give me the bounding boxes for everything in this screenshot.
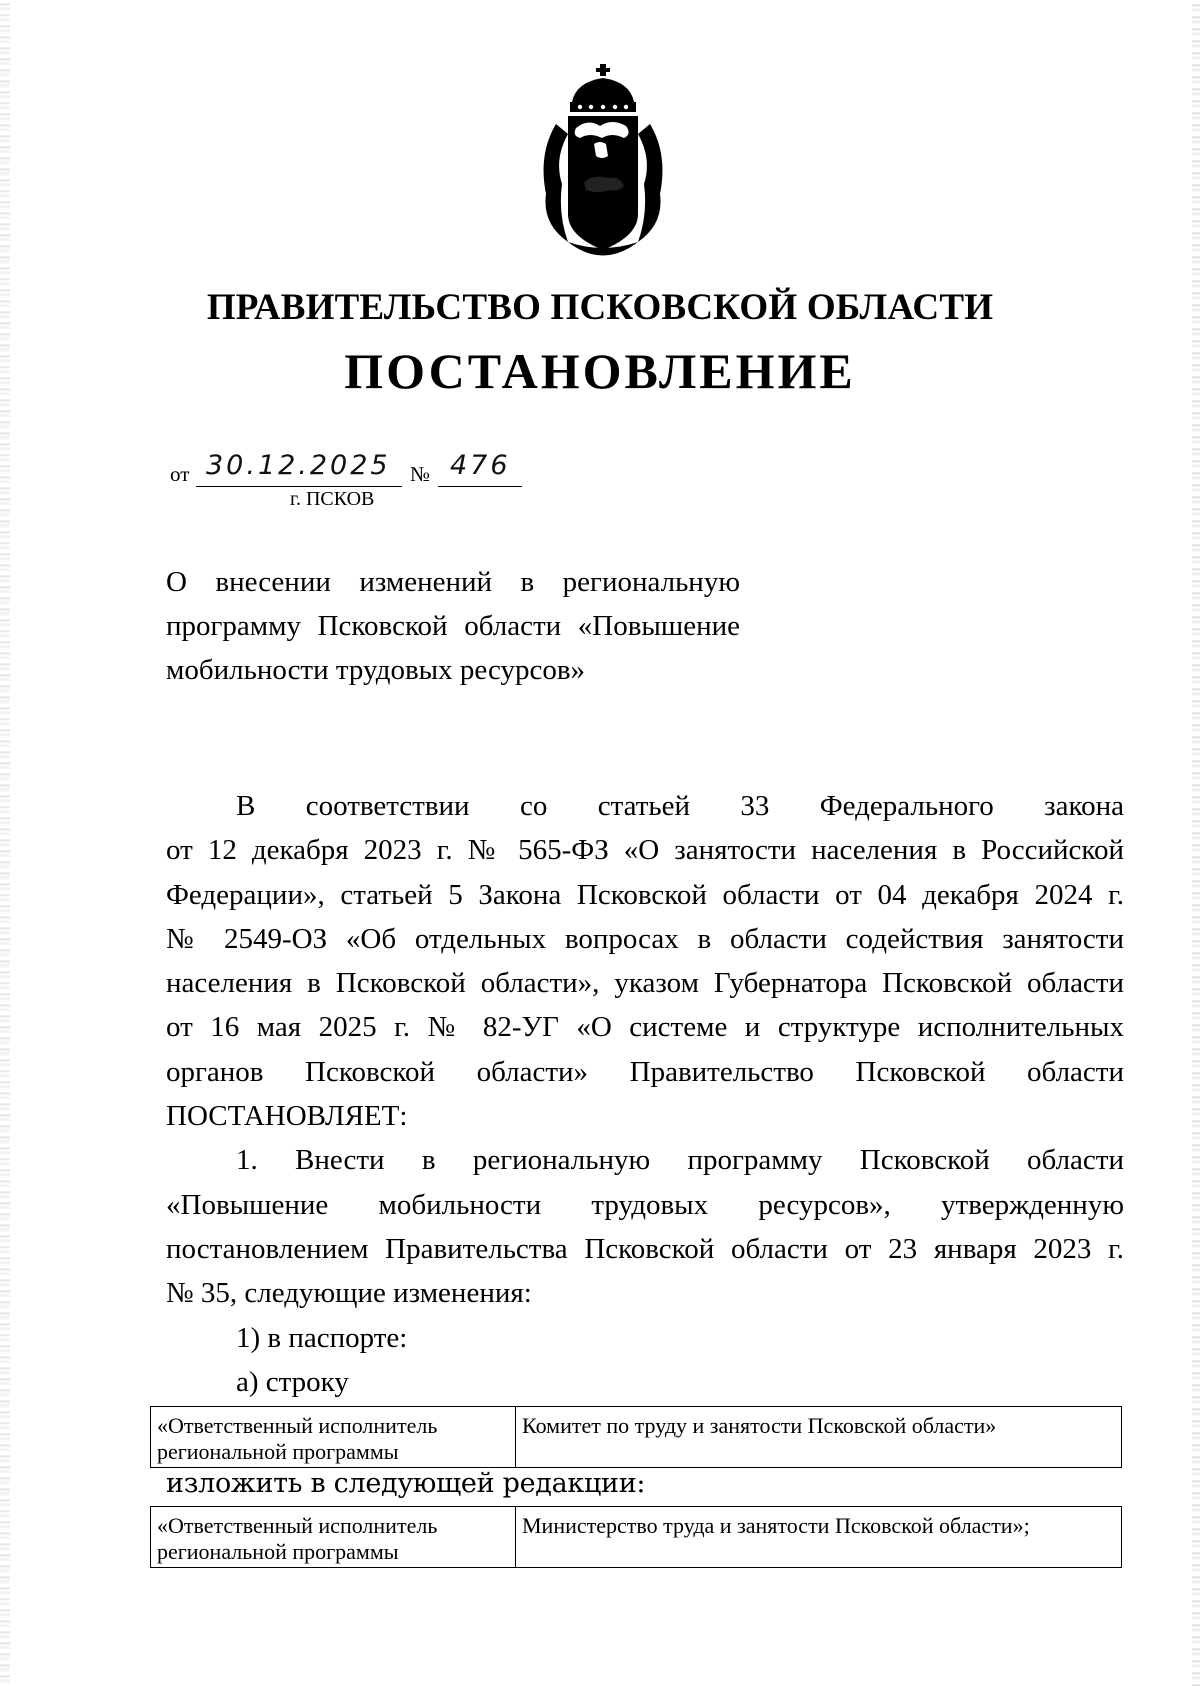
body-line: 1. Внести в региональную программу Псковской области: [236, 1144, 1124, 1177]
body-line: населения в Псковской области», указом Губернатора Псковской области: [166, 967, 1124, 1000]
body-line: от 16 мая 2025 г. № 82-УГ «О системе и структуре исполнительных: [166, 1011, 1124, 1044]
handwritten-date: 30.12.2025: [206, 450, 391, 481]
city-name: г. ПСКОВ: [290, 488, 375, 510]
table-cell-value: Министерство труда и занятости Псковской области»;: [516, 1507, 1122, 1568]
table-row: [151, 1507, 1122, 1568]
subject-line: программу Псковской области «Повышение: [166, 610, 740, 642]
passport-table-old: [158, 1406, 1122, 1468]
subject-line: мобильности трудовых ресурсов»: [166, 654, 586, 686]
table-cell-value: Комитет по труду и занятости Псковской области»: [516, 1407, 1122, 1468]
body-line: ПОСТАНОВЛЯЕТ:: [166, 1100, 408, 1133]
body-line: от 12 декабря 2023 г. № 565-ФЗ «О занятости населения в Российской: [166, 834, 1124, 867]
body-line: а) строку: [236, 1365, 349, 1398]
body-line: 1) в паспорте:: [236, 1321, 408, 1354]
date-underline: [196, 486, 402, 487]
subject-line: О внесении изменений в региональную: [166, 566, 740, 598]
replace-instruction: изложить в следующей редакции:: [166, 1468, 646, 1499]
table-cell-label: «Ответственный исполнитель региональной программы: [151, 1407, 516, 1468]
number-prefix: №: [410, 462, 431, 486]
table-cell-label: «Ответственный исполнитель региональной программы: [151, 1507, 516, 1568]
coat-of-arms-emblem: [528, 64, 678, 264]
body-line: № 35, следующие изменения:: [166, 1277, 532, 1310]
body-line: В соответствии со статьей 33 Федерального закона: [236, 790, 1124, 822]
scan-edge-left: [0, 0, 10, 1686]
body-line: Федерации», статьей 5 Закона Псковской области от 04 декабря 2024 г.: [166, 878, 1124, 911]
date-prefix: от: [170, 462, 190, 486]
body-line: № 2549-ОЗ «Об отдельных вопросах в области содействия занятости: [166, 922, 1124, 955]
table-row: [151, 1407, 1122, 1468]
body-line: постановлением Правительства Псковской области от 23 января 2023 г.: [166, 1232, 1124, 1265]
scan-edge-right: [1192, 0, 1200, 1686]
document-body: [166, 784, 1124, 1404]
document-type-title: ПОСТАНОВЛЕНИЕ: [344, 343, 856, 399]
number-underline: [438, 486, 522, 487]
handwritten-number: 476: [450, 450, 511, 481]
document-subject: [166, 560, 740, 692]
government-title: ПРАВИТЕЛЬСТВО ПСКОВСКОЙ ОБЛАСТИ: [206, 287, 994, 328]
body-line: органов Псковской области» Правительство Псковской области: [166, 1055, 1124, 1088]
body-line: «Повышение мобильности трудовых ресурсов», утвержденную: [166, 1188, 1124, 1221]
passport-table-new: [158, 1506, 1122, 1568]
